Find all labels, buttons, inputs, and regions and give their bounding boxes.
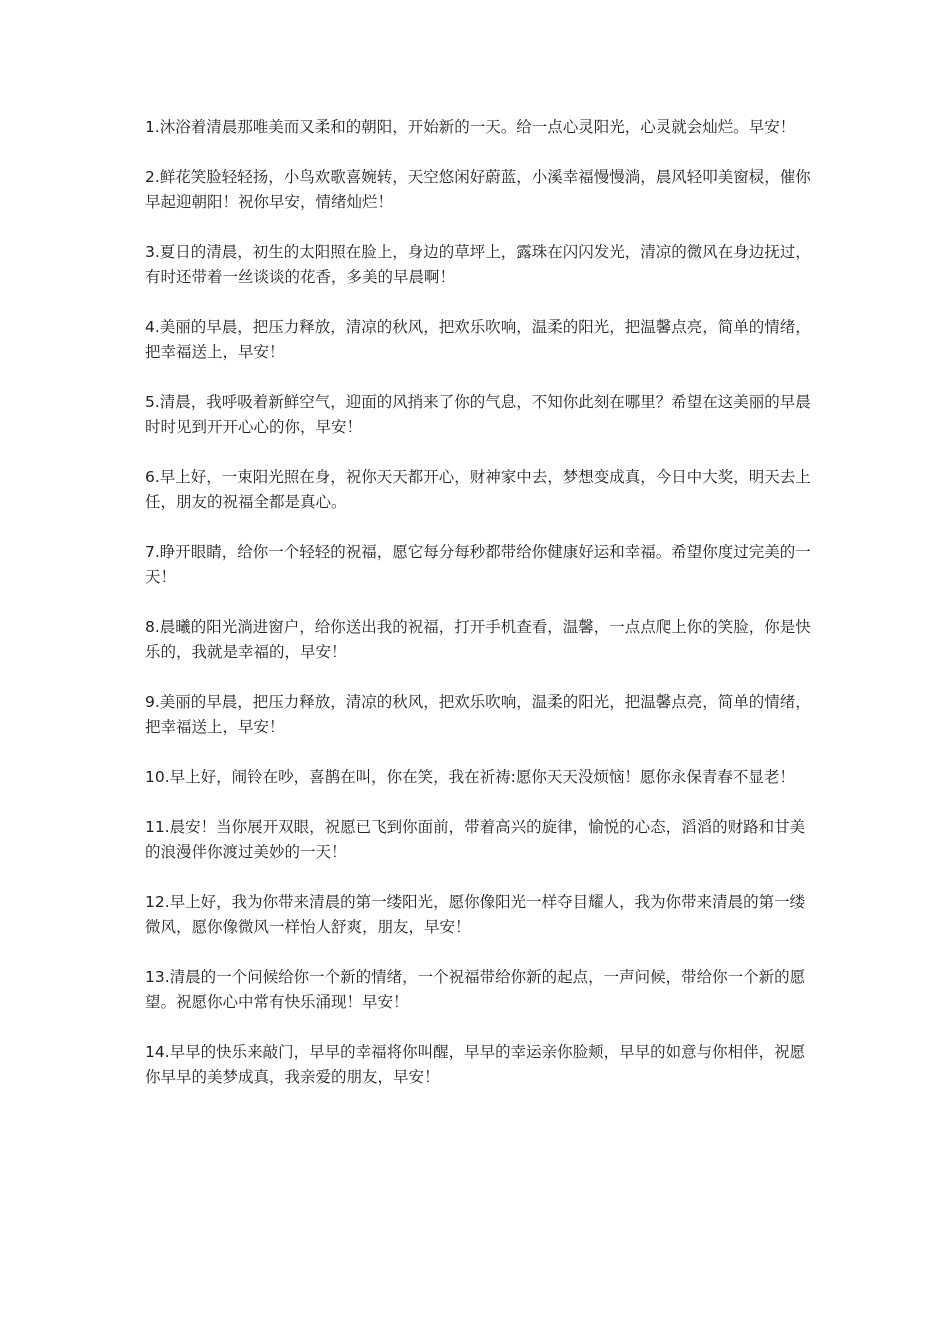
paragraph-3: 3.夏日的清晨，初生的太阳照在脸上，身边的草坪上，露珠在闪闪发光，清凉的微风在身边抚过，有时还带着一丝谈谈的花香，多美的早晨啊！	[145, 243, 811, 286]
paragraph-10: 10.早上好，闹铃在吵，喜鹊在叫，你在笑，我在祈祷:愿你天天没烦恼！愿你永保青春不显老！	[145, 768, 795, 786]
paragraph-1: 1.沐浴着清晨那唯美而又柔和的朝阳，开始新的一天。给一点心灵阳光，心灵就会灿烂。早安！	[145, 118, 796, 136]
paragraph-8: 8.晨曦的阳光淌进窗户，给你送出我的祝福，打开手机查看，温馨，一点点爬上你的笑脸，你是快乐的，我就是幸福的，早安！	[145, 618, 811, 661]
paragraph-6: 6.早上好，一束阳光照在身，祝你天天都开心，财神家中去，梦想变成真，今日中大奖，明天去上任，朋友的祝福全都是真心。	[145, 468, 811, 511]
paragraph-12: 12.早上好，我为你带来清晨的第一缕阳光，愿你像阳光一样夺目耀人，我为你带来清晨的第一缕微风，愿你像微风一样怡人舒爽，朋友，早安！	[145, 893, 806, 936]
paragraph-13: 13.清晨的一个问候给你一个新的情绪，一个祝福带给你新的起点，一声问候，带给你一个新的愿望。祝愿你心中常有快乐涌现！早安！	[145, 968, 806, 1011]
paragraph-9: 9.美丽的早晨，把压力释放，清凉的秋风，把欢乐吹响，温柔的阳光，把温馨点亮，简单的情绪，把幸福送上，早安！	[145, 693, 811, 736]
document-body	[145, 115, 815, 1115]
paragraph-14: 14.早早的快乐来敲门，早早的幸福将你叫醒，早早的幸运亲你脸颊，早早的如意与你相伴，祝愿你早早的美梦成真，我亲爱的朋友，早安！	[145, 1043, 806, 1086]
paragraph-4: 4.美丽的早晨，把压力释放，清凉的秋风，把欢乐吹响，温柔的阳光，把温馨点亮，简单的情绪，把幸福送上，早安！	[145, 318, 811, 361]
paragraph-11: 11.晨安！当你展开双眼，祝愿已飞到你面前，带着高兴的旋律，愉悦的心态，滔滔的财路和甘美的浪漫伴你渡过美妙的一天！	[145, 818, 806, 861]
paragraph-7: 7.睁开眼睛，给你一个轻轻的祝福，愿它每分每秒都带给你健康好运和幸福。希望你度过完美的一天！	[145, 543, 811, 586]
paragraph-5: 5.清晨，我呼吸着新鲜空气，迎面的风捎来了你的气息，不知你此刻在哪里？希望在这美丽的早晨时时见到开开心心的你，早安！	[145, 393, 811, 436]
paragraph-2: 2.鲜花笑脸轻轻扬，小鸟欢歌喜婉转，天空悠闲好蔚蓝，小溪幸福慢慢淌，晨风轻叩美窗棂，催你早起迎朝阳！祝你早安，情绪灿烂！	[145, 168, 811, 211]
